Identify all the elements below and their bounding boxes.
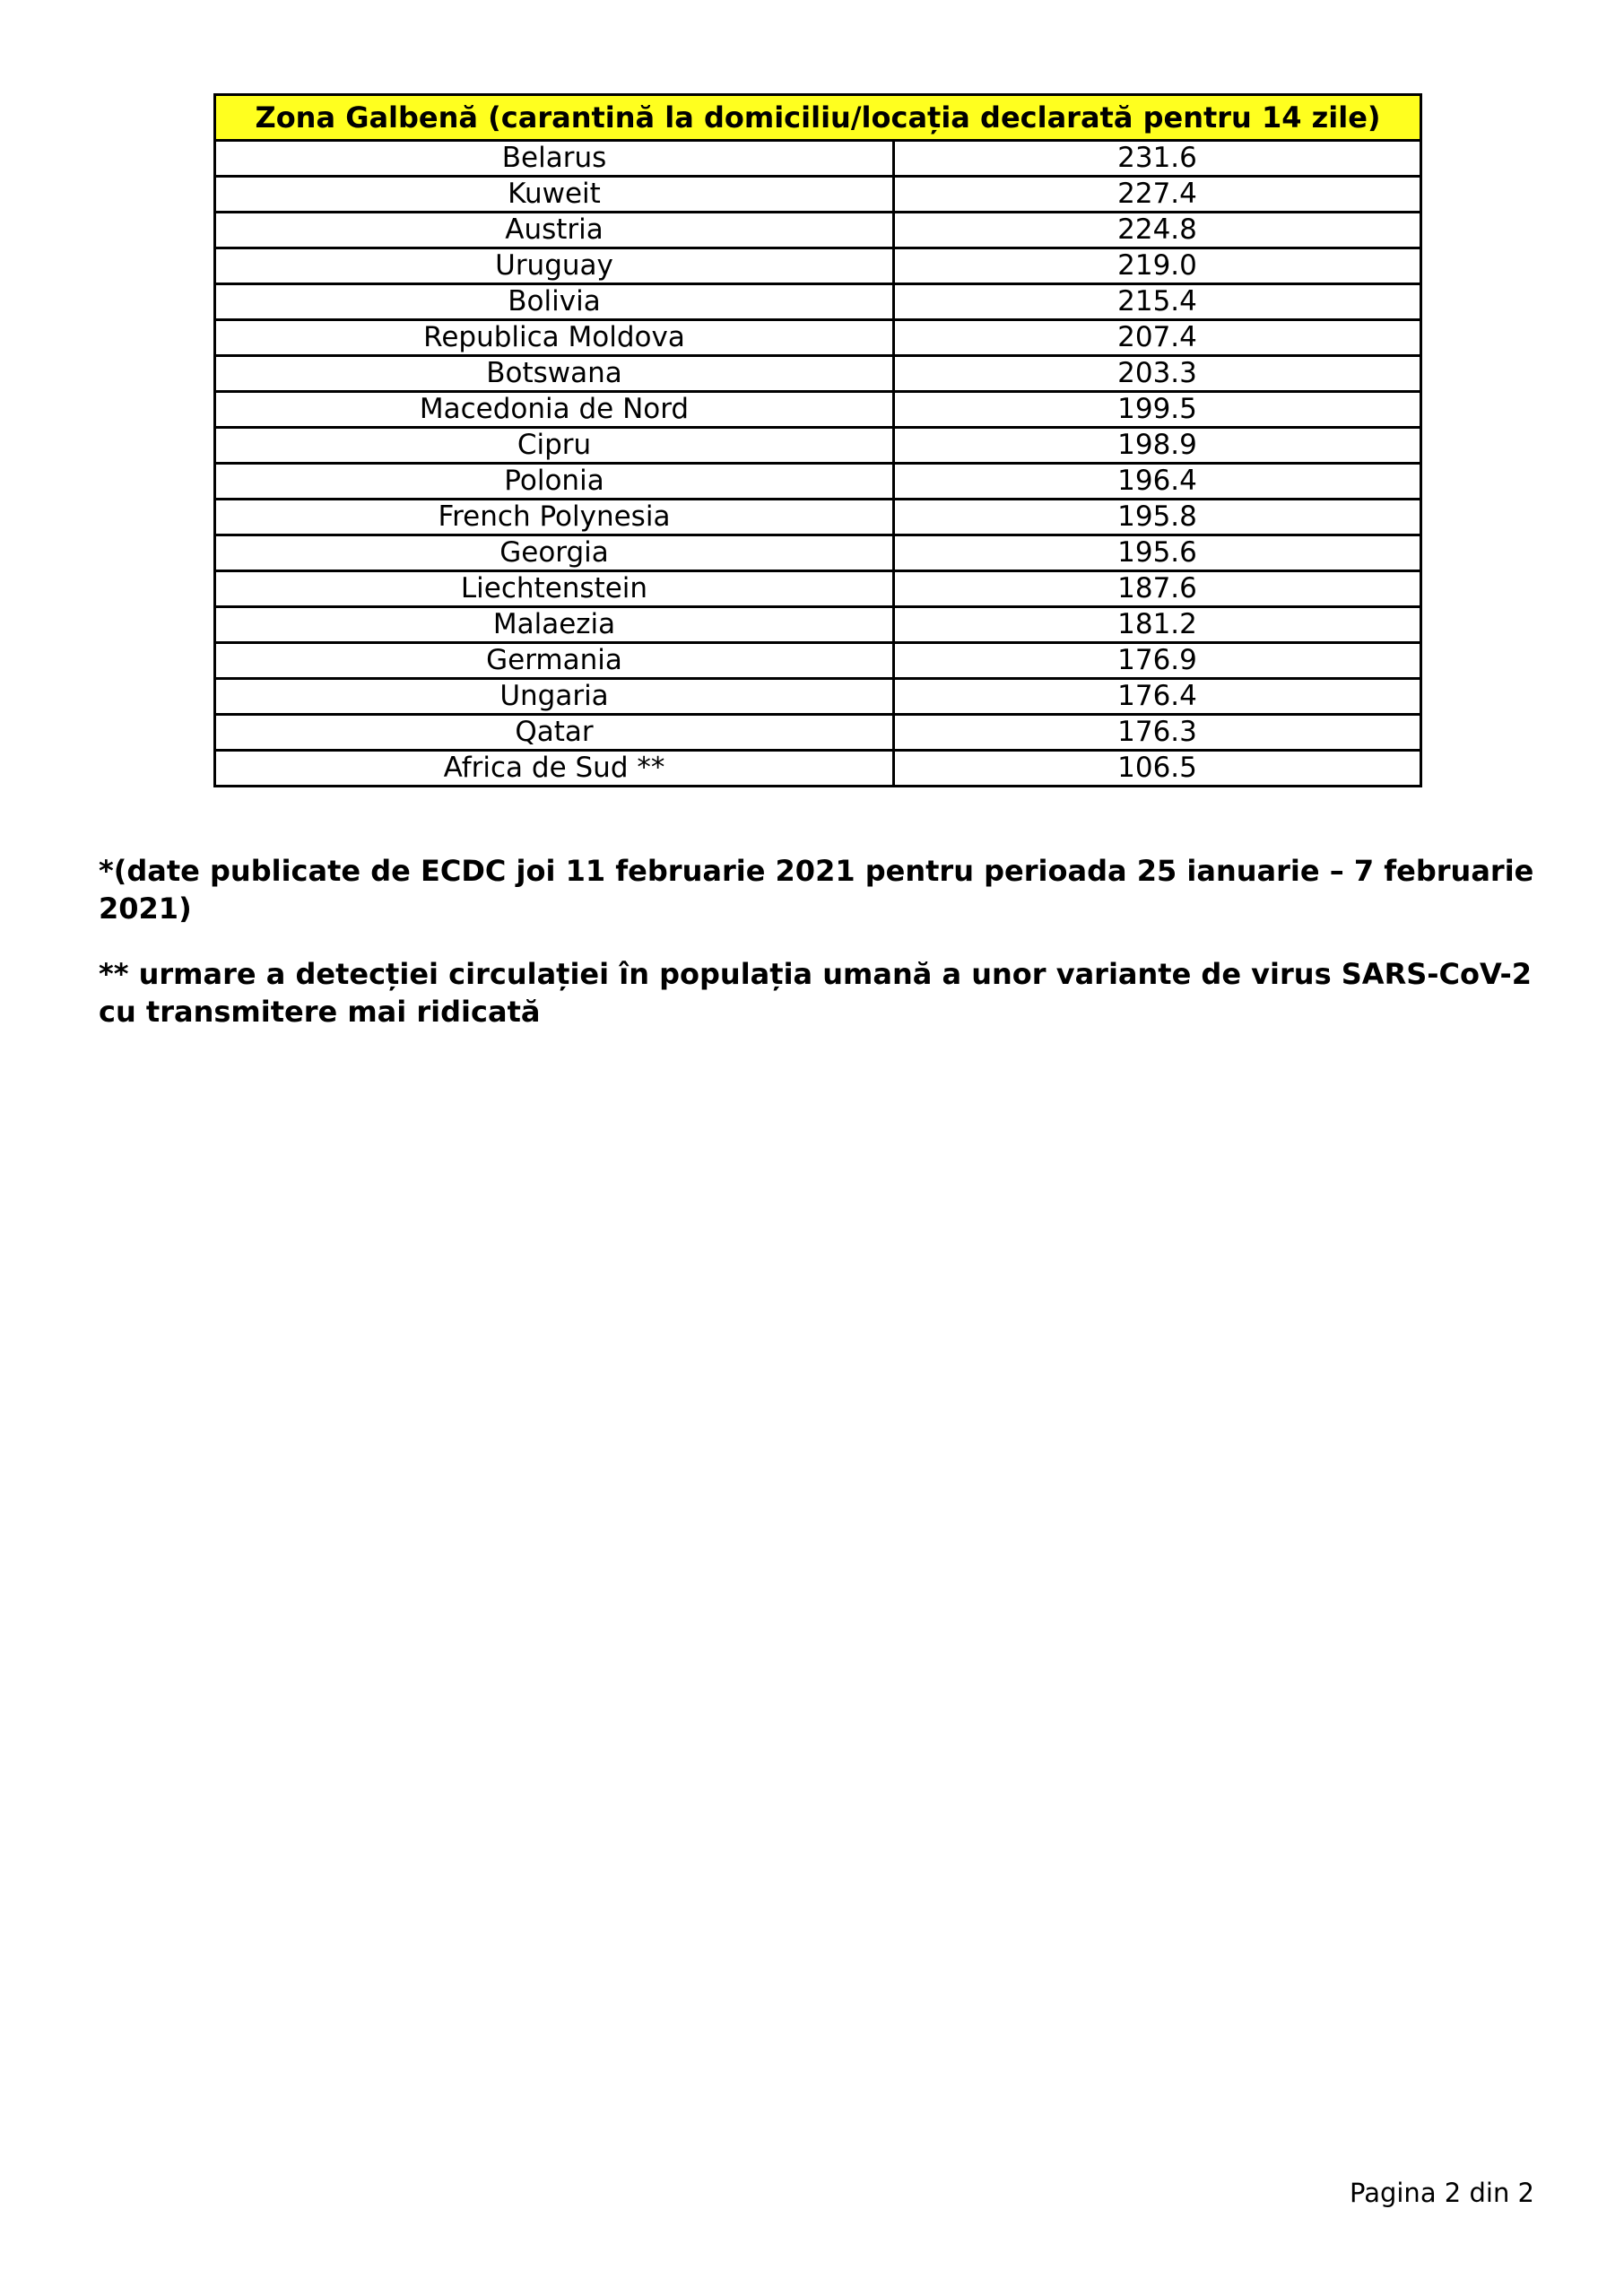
value-cell: 231.6	[894, 141, 1421, 177]
table-header: Zona Galbenă (carantină la domiciliu/locația declarată pentru 14 zile)	[215, 95, 1421, 141]
table-row	[215, 320, 1421, 356]
value-cell: 203.3	[894, 356, 1421, 392]
table-row	[215, 177, 1421, 213]
country-cell: Belarus	[215, 141, 894, 177]
value-cell: 215.4	[894, 284, 1421, 320]
value-cell: 227.4	[894, 177, 1421, 213]
table-row	[215, 213, 1421, 248]
value-cell: 187.6	[894, 571, 1421, 607]
country-cell: Republica Moldova	[215, 320, 894, 356]
value-cell: 219.0	[894, 248, 1421, 284]
country-cell: Uruguay	[215, 248, 894, 284]
value-cell: 224.8	[894, 213, 1421, 248]
table-row	[215, 643, 1421, 679]
table-row	[215, 571, 1421, 607]
country-cell: Liechtenstein	[215, 571, 894, 607]
page-number: Pagina 2 din 2	[1350, 2178, 1534, 2208]
table-row	[215, 141, 1421, 177]
country-cell: Africa de Sud **	[215, 751, 894, 787]
country-cell: French Polynesia	[215, 500, 894, 535]
country-cell: Cipru	[215, 428, 894, 464]
value-cell: 195.8	[894, 500, 1421, 535]
table-row	[215, 392, 1421, 428]
value-cell: 199.5	[894, 392, 1421, 428]
table-row	[215, 679, 1421, 715]
value-cell: 207.4	[894, 320, 1421, 356]
country-cell: Malaezia	[215, 607, 894, 643]
country-cell: Ungaria	[215, 679, 894, 715]
table-row	[215, 356, 1421, 392]
table-row	[215, 607, 1421, 643]
table-row	[215, 464, 1421, 500]
table-row	[215, 715, 1421, 751]
table-header-row	[215, 95, 1421, 141]
country-cell: Macedonia de Nord	[215, 392, 894, 428]
table-body	[215, 141, 1421, 787]
table-row	[215, 535, 1421, 571]
table-row	[215, 284, 1421, 320]
yellow-zone-table	[213, 93, 1422, 787]
value-cell: 198.9	[894, 428, 1421, 464]
table-row	[215, 248, 1421, 284]
value-cell: 176.3	[894, 715, 1421, 751]
table-row	[215, 751, 1421, 787]
country-cell: Austria	[215, 213, 894, 248]
country-cell: Georgia	[215, 535, 894, 571]
table-row	[215, 428, 1421, 464]
country-cell: Germania	[215, 643, 894, 679]
value-cell: 106.5	[894, 751, 1421, 787]
country-cell: Polonia	[215, 464, 894, 500]
value-cell: 196.4	[894, 464, 1421, 500]
variant-note: ** urmare a detecției circulației în populația umană a unor variante de virus SARS-CoV-2 cu transmitere mai ridicată	[99, 957, 1532, 1029]
country-cell: Qatar	[215, 715, 894, 751]
value-cell: 181.2	[894, 607, 1421, 643]
country-cell: Bolivia	[215, 284, 894, 320]
ecdc-source-note: *(date publicate de ECDC joi 11 februarie 2021 pentru perioada 25 ianuarie – 7 februarie 2021)	[99, 854, 1534, 926]
value-cell: 195.6	[894, 535, 1421, 571]
country-cell: Kuweit	[215, 177, 894, 213]
value-cell: 176.9	[894, 643, 1421, 679]
country-cell: Botswana	[215, 356, 894, 392]
value-cell: 176.4	[894, 679, 1421, 715]
table-row	[215, 500, 1421, 535]
